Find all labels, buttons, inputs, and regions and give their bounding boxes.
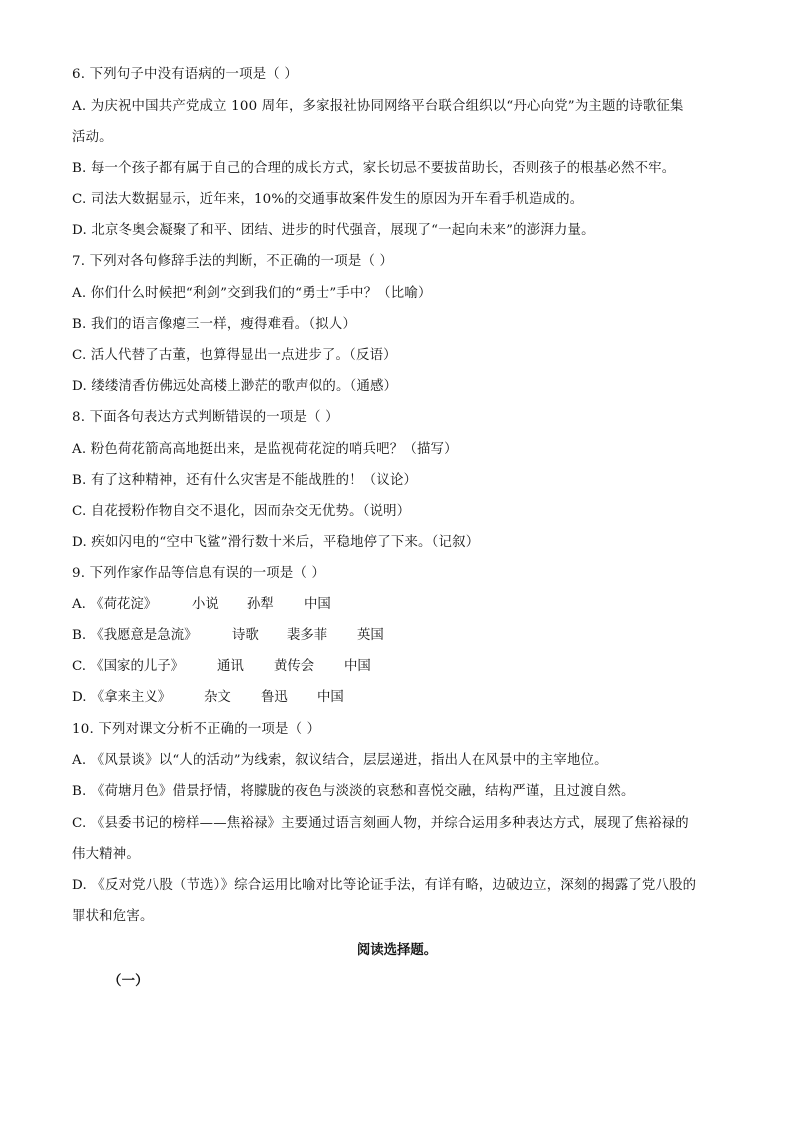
q9-country: 中国 (344, 659, 371, 674)
q9-genre: 诗歌 (232, 628, 259, 643)
q6-option-b: B. 每一个孩子都有属于自己的合理的成长方式，家长切忌不要拔苗助长，否则孩子的根基必然不牢。 (72, 161, 676, 176)
q10-option-d: D. 《反对党八股（节选）》综合运用比喻对比等论证手法，有详有略，边破边立，深刻的揭露了党八股的 (72, 878, 697, 893)
q6-stem: 6. 下列句子中没有语病的一项是（ ） (72, 67, 298, 82)
q10-option-d-cont: 罪状和危害。 (72, 909, 154, 924)
q8-stem: 8. 下面各句表达方式判断错误的一项是（ ） (72, 410, 339, 425)
q9-genre: 杂文 (204, 690, 231, 705)
q6-option-d: D. 北京冬奥会凝聚了和平、团结、进步的时代强音，展现了“一起向未来”的澎湃力量。 (72, 223, 595, 238)
q9-author: 黄传会 (274, 659, 315, 674)
q10-option-c-cont: 伟大精神。 (72, 847, 140, 862)
section-subtitle: （一） (108, 973, 149, 989)
q9-stem: 9. 下列作家作品等信息有误的一项是（ ） (72, 566, 326, 581)
q6-option-a: A. 为庆祝中国共产党成立 100 周年，多家报社协同网络平台联合组织以“丹心向党”为主题的诗歌征集 (72, 99, 684, 114)
q8-option-b: B. 有了这种精神，还有什么灾害是不能战胜的！（议论） (72, 473, 418, 488)
q7-option-d: D. 缕缕清香仿佛远处高楼上渺茫的歌声似的。（通感） (72, 379, 398, 394)
q7-option-b: B. 我们的语言像瘪三一样，瘦得难看。（拟人） (72, 317, 357, 332)
q9-country: 中国 (304, 597, 331, 612)
q9-author: 孙犁 (247, 597, 274, 612)
q9-option-label: C. 《国家的儿子》 (72, 659, 185, 674)
q9-option-label: D. 《拿来主义》 (72, 690, 172, 705)
q9-country: 中国 (317, 690, 344, 705)
q9-author: 鲁迅 (261, 690, 288, 705)
q9-author: 裴多菲 (287, 628, 328, 643)
section-title: 阅读选择题。 (356, 942, 438, 958)
q9-country: 英国 (357, 628, 384, 643)
q7-option-a: A. 你们什么时候把“利剑”交到我们的“勇士”手中？（比喻） (72, 286, 432, 301)
q8-option-c: C. 自花授粉作物自交不退化，因而杂交无优势。（说明） (72, 504, 411, 519)
q6-option-a-cont: 活动。 (72, 130, 113, 145)
q9-option-label: A. 《荷花淀》 (72, 597, 158, 612)
q10-option-c: C. 《县委书记的榜样——焦裕禄》主要通过语言刻画人物，并综合运用多种表达方式，展现了焦裕禄的 (72, 816, 689, 831)
q9-genre: 通讯 (217, 659, 244, 674)
q10-option-a: A. 《风景谈》以“人的活动”为线索，叙议结合，层层递进，指出人在风景中的主宰地位。 (72, 753, 608, 768)
q9-genre: 小说 (192, 597, 219, 612)
q10-option-b: B. 《荷塘月色》借景抒情，将朦胧的夜色与淡淡的哀愁和喜悦交融，结构严谨，且过渡自然。 (72, 784, 635, 799)
q6-option-c: C. 司法大数据显示，近年来，10%的交通事故案件发生的原因为开车看手机造成的。 (72, 192, 584, 207)
q7-option-c: C. 活人代替了古董，也算得显出一点进步了。（反语） (72, 348, 397, 363)
q10-stem: 10. 下列对课文分析不正确的一项是（ ） (72, 722, 321, 737)
q9-option-label: B. 《我愿意是急流》 (72, 628, 198, 643)
q7-stem: 7. 下列对各句修辞手法的判断，不正确的一项是（ ） (72, 254, 394, 269)
q8-option-d: D. 疾如闪电的“空中飞鲨”滑行数十米后，平稳地停了下来。（记叙） (72, 535, 480, 550)
q8-option-a: A. 粉色荷花箭高高地挺出来，是监视荷花淀的哨兵吧？（描写） (72, 442, 458, 457)
